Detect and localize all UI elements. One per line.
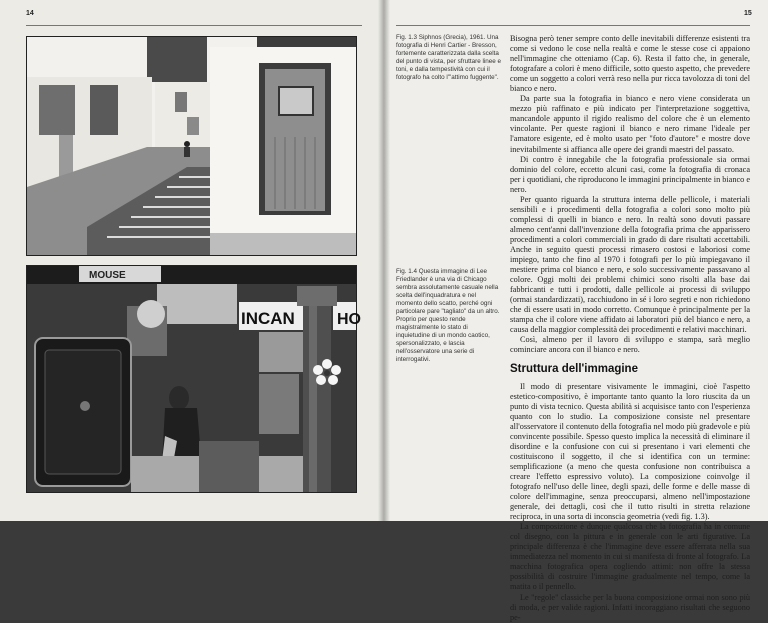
header-rule-right [396, 25, 750, 26]
paragraph: Di contro è innegabile che la fotografia professionale sia ormai dominio del colore, eccetto alcuni casi, come la fotografia di cronaca per i quotidiani, che riproducono le immagini principalmente in bianco e nero. [510, 154, 750, 194]
sign-ho: HO [337, 311, 361, 328]
sign-mouse: MOUSE [89, 270, 126, 281]
photo-siphnos [26, 36, 357, 256]
caption-fig-1-3: Fig. 1.3 Siphnos (Grecia), 1961. Una fotografia di Henri Cartier - Bresson, fortemente caratterizzata dalla scelta del punto di vista, per sfruttare linee e toni, e dalla tempestività con cui il fotografo ha colto l'"attimo fuggente". [396, 34, 502, 81]
paragraph: Così, almeno per il lavoro di sviluppo e stampa, sarà meglio cominciare ancora con il bianco e nero. [510, 335, 750, 355]
photo-chicago-image [27, 266, 361, 492]
paragraph: Da parte sua la fotografia in bianco e nero viene considerata un mezzo più raffinato e più indicato per l'interpretazione soggettiva, mancandole appunto il rigido realismo del colore che è un elemento vincolante. Per queste ragioni il bianco e nero rimane l'ideale per l'amatore esigente, ed è molto usato per "foto d'autore" e mostre dove inevitabilmente si affianca alle opere dei grandi maestri del passato. [510, 94, 750, 154]
section-heading: Struttura dell'immagine [510, 362, 638, 375]
paragraph: La composizione è dunque qualcosa che la fotografia ha in comune col disegno, con la pittura e in generale con le arti figurative. La principale differenza è che l'immagine deve essere afferrata nella sua immediatezza nel momento in cui si manifesta di fronte al fotografo. La macchina fotografica opera cogliendo attimi: non offre la stessa possibilità di costruire l'immagine gradualmente nel tempo, come la matita o il pennello. [510, 522, 750, 592]
paragraph: Bisogna però tener sempre conto delle inevitabili differenze esistenti tra come si vedono le cose nella realtà e come le stesse cose ci appaiono nell'immagine che otteniamo (Cap. 6). Resta il fatto che, in generale, fotografare a colori è meno difficile, sotto questo aspetto, che prevedere come un soggetto a colori verrà reso nella pur ricca tavolozza di toni del bianco e nero. [510, 34, 750, 94]
caption-fig-1-4: Fig. 1.4 Questa immagine di Lee Friedlander è una via di Chicago sembra assolutamente casuale nella scelta dell'inquadratura e nel momento dello scatto, perché ogni particolare pare "tagliato" da un altro. Proprio per questo rende magistralmente lo stato di inquietudine di un mondo caotico, spersonalizzato, e lascia nell'osservatore una serie di interrogativi. [396, 268, 500, 363]
header-rule-left [26, 25, 362, 26]
paragraph: Il modo di presentare visivamente le immagini, cioè l'aspetto estetico-compositivo, è importante tanto quanto la loro riuscita da un punto di vista tecnico. Questa abilità si acquisisce tanto con l'esperienza quanto con lo studio. La composizione consiste nel presentare all'osservatore il contenuto della fotografia nel modo più gradevole e più convincente possibile. Spesso questo implica la necessità di eliminare il disordine e la confusione con cui si presentano i vari elementi che costituiscono il soggetto, il che si identifica con un termine: semplificazione (a meno che questa confusione non contribuisca a creare l'effetto espressivo voluto). La composizione coinvolge il fotografo nell'uso delle linee, degli spazi, delle forme e delle masse di colore dell'immagine, senza preoccuparsi, almeno nell'impostazione generale, dei dettagli, così che il tutto risulti in stretta relazione reciproca, in una sorta di inconscia geometria (vedi fig. 1.3). [510, 381, 750, 522]
book-gutter [378, 0, 390, 521]
paragraph: Per quanto riguarda la struttura interna delle pellicole, i materiali sensibili e i procedimenti della fotografia a colori sono molto più complessi di quelli in bianco e nero. In realtà sono dovuti passare almeno cent'anni dall'invenzione della fotografia prima che apparissero procedimenti a colori commerciali in grado di dare risultati accettabili. Anche in seguito questi processi rimasero costosi e laboriosi come impiego, tanto che fino al 1970 i fotografi per lo più impiegavano il mestiere prima col bianco e nero, e solo successivamente passavano al colore. Oggi molti dei problemi chimici sono risolti alla base dai fabbricanti e tutti i prodotti, dalle pellicole ai processi di sviluppo (ormai standardizzati), racchiudono in sé i loro segreti e non richiedono che di essere usati in modo corretto. Comunque è principalmente per la stampa che il colore viene affidato ai laboratori più del bianco e nero, a causa della maggior complessità dei procedimenti e relativi macchinari. [510, 194, 750, 335]
right-page [384, 0, 768, 622]
sign-incan: INCAN [241, 309, 295, 328]
photo-siphnos-image [27, 37, 356, 255]
photo-chicago [26, 265, 361, 493]
paragraph: Le "regole" classiche per la buona composizione ormai non sono più di moda, e per valide ragioni. Infatti incoraggiano risultati che seguono pe- [510, 592, 750, 622]
left-page [0, 0, 384, 521]
body-text [510, 34, 750, 623]
page-number-right: 15 [744, 10, 752, 17]
page-number-left: 14 [26, 10, 34, 17]
